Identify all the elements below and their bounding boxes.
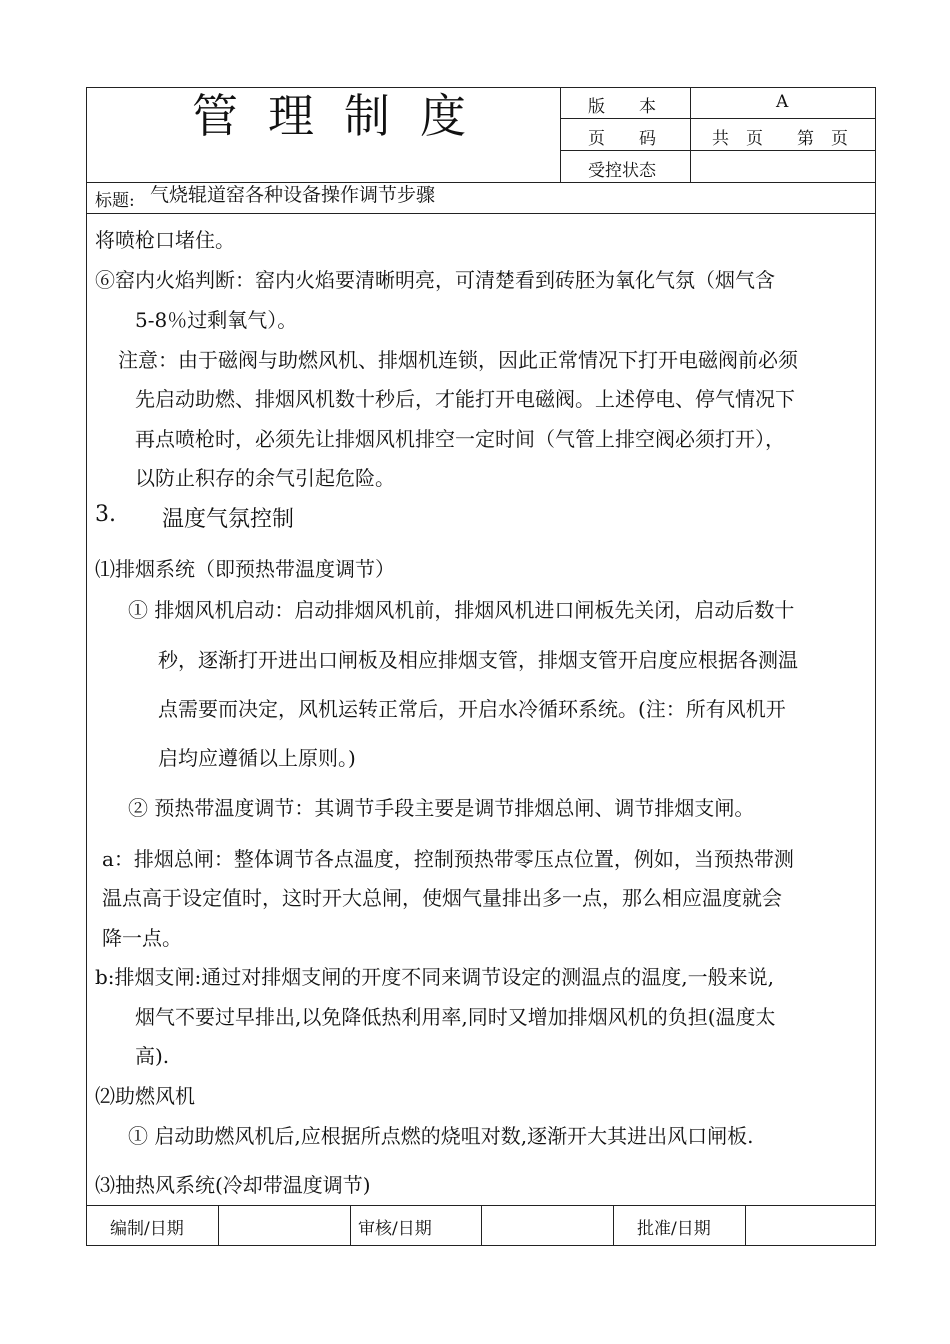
- footer-divider: [613, 1205, 614, 1246]
- subject-divider: [86, 213, 876, 214]
- paragraph-line: ② 预热带温度调节：其调节手段主要是调节排烟总闸、调节排烟支闸。: [128, 796, 755, 820]
- paragraph-line: ① 启动助燃风机后,应根据所点燃的烧咀对数,逐渐开大其进出风口闸板.: [128, 1124, 754, 1148]
- header-divider: [560, 87, 561, 182]
- paragraph-line: 将喷枪口堵住。: [95, 228, 235, 252]
- paragraph-line: ① 排烟风机启动：启动排烟风机前，排烟风机进口闸板先关闭，启动后数十: [128, 598, 795, 622]
- paragraph-line: 秒，逐渐打开进出口闸板及相应排烟支管，排烟支管开启度应根据各测温: [158, 648, 798, 672]
- subsection-heading: ⑴排烟系统（即预热带温度调节）: [95, 557, 395, 581]
- paragraph-line: 温点高于设定值时，这时开大总闸，使烟气量排出多一点，那么相应温度就会: [102, 886, 782, 910]
- paragraph-line: 点需要而决定，风机运转正常后，开启水冷循环系统。(注：所有风机开: [158, 697, 786, 721]
- section-title: 温度气氛控制: [162, 507, 295, 532]
- note-line: 再点喷枪时，必须先让排烟风机排空一定时间（气管上排空阀必须打开），: [135, 427, 785, 451]
- paragraph-line: 降一点。: [102, 926, 182, 950]
- paragraph-line: ⑥窑内火焰判断：窑内火焰要清晰明亮，可清楚看到砖胚为氧化气氛（烟气含: [95, 268, 775, 292]
- paragraph-line: 高).: [135, 1044, 170, 1068]
- paragraph-line: b:排烟支闸:通过对排烟支闸的开度不同来调节设定的测温点的温度,一般来说,: [95, 965, 774, 989]
- header-divider: [560, 150, 876, 151]
- version-label: 版 本: [588, 97, 656, 117]
- review-date-label: 审核/日期: [358, 1219, 432, 1239]
- footer-divider: [218, 1205, 219, 1246]
- subject-label: 标题:: [95, 191, 135, 211]
- control-status-label: 受控状态: [588, 161, 656, 181]
- note-line: 先启动助燃、排烟风机数十秒后，才能打开电磁阀。上述停电、停气情况下: [135, 387, 795, 411]
- subsection-heading: ⑵助燃风机: [95, 1084, 195, 1108]
- header-divider: [690, 87, 691, 182]
- paragraph-line: 启均应遵循以上原则。): [158, 746, 356, 770]
- note-line: 注意：由于磁阀与助燃风机、排烟机连锁，因此正常情况下打开电磁阀前必须: [118, 348, 798, 372]
- document-title: 管理制度: [192, 89, 496, 143]
- subject-text: 气烧辊道窑各种设备操作调节步骤: [150, 184, 436, 206]
- note-line: 以防止积存的余气引起危险。: [135, 466, 395, 490]
- paragraph-line: 5-8％过剩氧气）。: [135, 308, 298, 332]
- approve-date-label: 批准/日期: [637, 1219, 711, 1239]
- page-label: 页 码: [588, 129, 656, 149]
- paragraph-line: a：排烟总闸：整体调节各点温度，控制预热带零压点位置，例如，当预热带测: [102, 847, 794, 871]
- subsection-heading: ⑶抽热风系统(冷却带温度调节): [95, 1173, 371, 1197]
- paragraph-line: 烟气不要过早排出,以免降低热利用率,同时又增加排烟风机的负担(温度太: [135, 1005, 776, 1029]
- footer-divider: [350, 1205, 351, 1246]
- header-divider: [560, 118, 876, 119]
- footer-divider: [481, 1205, 482, 1246]
- edit-date-label: 编制/日期: [110, 1219, 184, 1239]
- page-value: 共 页 第 页: [712, 129, 848, 149]
- section-number: 3.: [95, 502, 116, 527]
- footer-divider: [745, 1205, 746, 1246]
- version-value: A: [776, 92, 789, 112]
